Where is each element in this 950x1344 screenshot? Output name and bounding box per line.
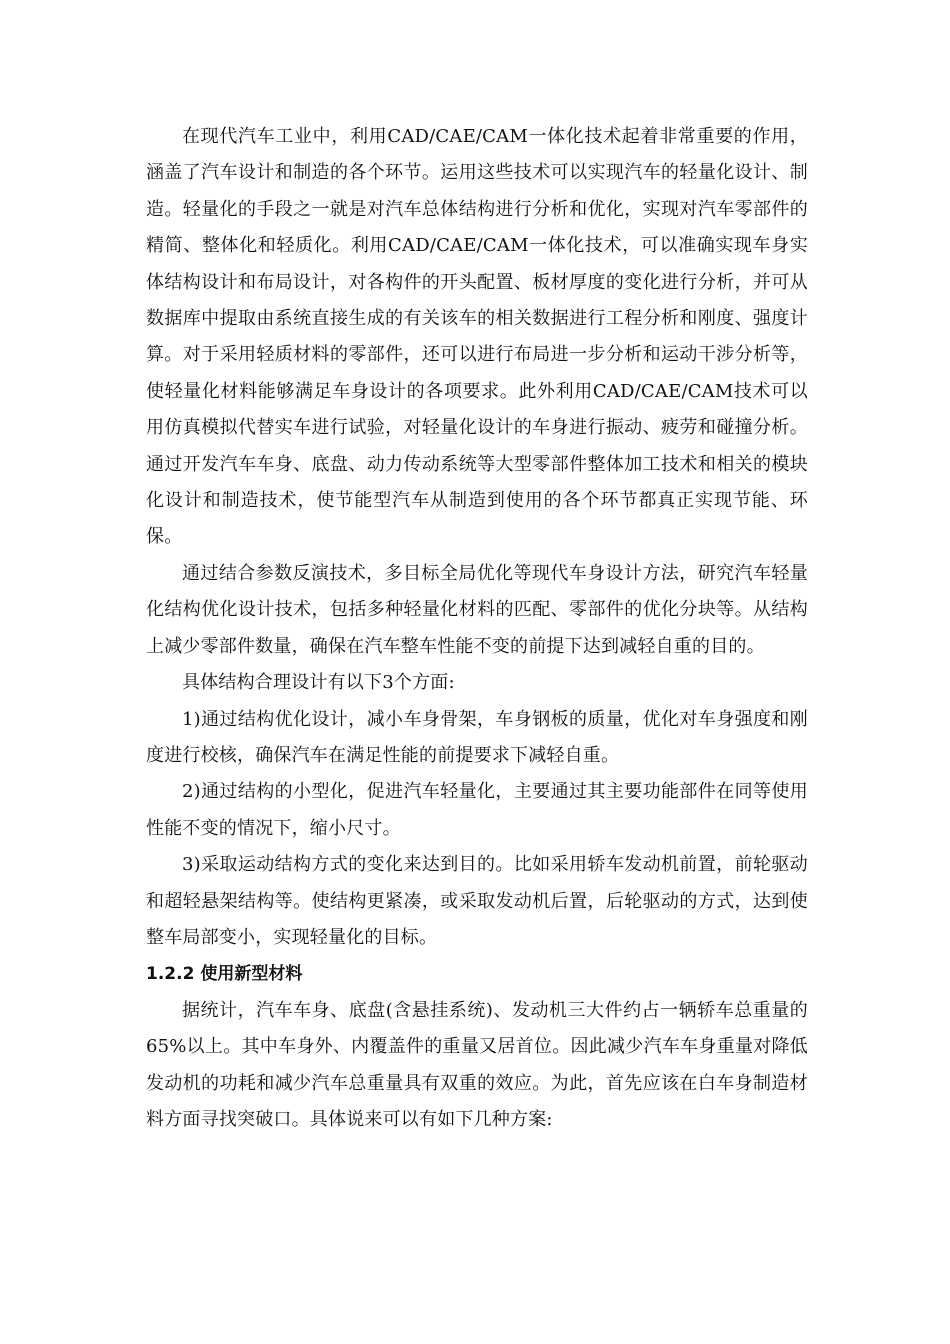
document-page — [146, 119, 808, 1138]
list-item-3: 3)采取运动结构方式的变化来达到目的。比如采用轿车发动机前置，前轮驱动和超轻悬架结构等。使结构更紧凑，或采取发动机后置，后轮驱动的方式，达到使整车局部变小，实现轻量化的目标。 — [146, 854, 808, 948]
list-item-2: 2)通过结构的小型化，促进汽车轻量化，主要通过其主要功能部件在同等使用性能不变的情况下，缩小尺寸。 — [146, 781, 808, 839]
section-heading: 1.2.2 使用新型材料 — [146, 964, 303, 985]
list-item-1: 1)通过结构优化设计，减小车身骨架，车身钢板的质量，优化对车身强度和刚度进行校核，确保汽车在满足性能的前提要求下减轻自重。 — [146, 708, 808, 766]
paragraph-three-aspects-intro: 具体结构合理设计有以下3个方面: — [182, 672, 455, 694]
paragraph-new-materials: 据统计，汽车车身、底盘(含悬挂系统)、发动机三大件约占一辆轿车总重量的65%以上。其中车身外、内覆盖件的重量又居首位。因此减少汽车车身重量对降低发动机的功耗和减少汽车总重量具有双重的效应。为此，首先应该在白车身制造材料方面寻找突破口。具体说来可以有如下几种方案: — [146, 999, 808, 1130]
paragraph-structure-optimization: 通过结合参数反演技术，多目标全局优化等现代车身设计方法，研究汽车轻量化结构优化设计技术，包括多种轻量化材料的匹配、零部件的优化分块等。从结构上减少零部件数量，确保在汽车整车性能不变的前提下达到减轻自重的目的。 — [146, 562, 808, 657]
paragraph-cad-cae-cam: 在现代汽车工业中，利用CAD/CAE/CAM一体化技术起着非常重要的作用，涵盖了汽车设计和制造的各个环节。运用这些技术可以实现汽车的轻量化设计、制造。轻量化的手段之一就是对汽车总体结构进行分析和优化，实现对汽车零部件的精简、整体化和轻质化。利用CAD/CAE/CAM一体化技术，可以准确实现车身实体结构设计和布局设计，对各构件的开头配置、板材厚度的变化进行分析，并可从数据库中提取由系统直接生成的有关该车的相关数据进行工程分析和刚度、强度计算。对于采用轻质材料的零部件，还可以进行布局进一步分析和运动干涉分析等，使轻量化材料能够满足车身设计的各项要求。此外利用CAD/CAE/CAM技术可以用仿真模拟代替实车进行试验，对轻量化设计的车身进行振动、疲劳和碰撞分析。通过开发汽车车身、底盘、动力传动系统等大型零部件整体加工技术和相关的模块化设计和制造技术，使节能型汽车从制造到使用的各个环节都真正实现节能、环保。 — [146, 126, 808, 548]
